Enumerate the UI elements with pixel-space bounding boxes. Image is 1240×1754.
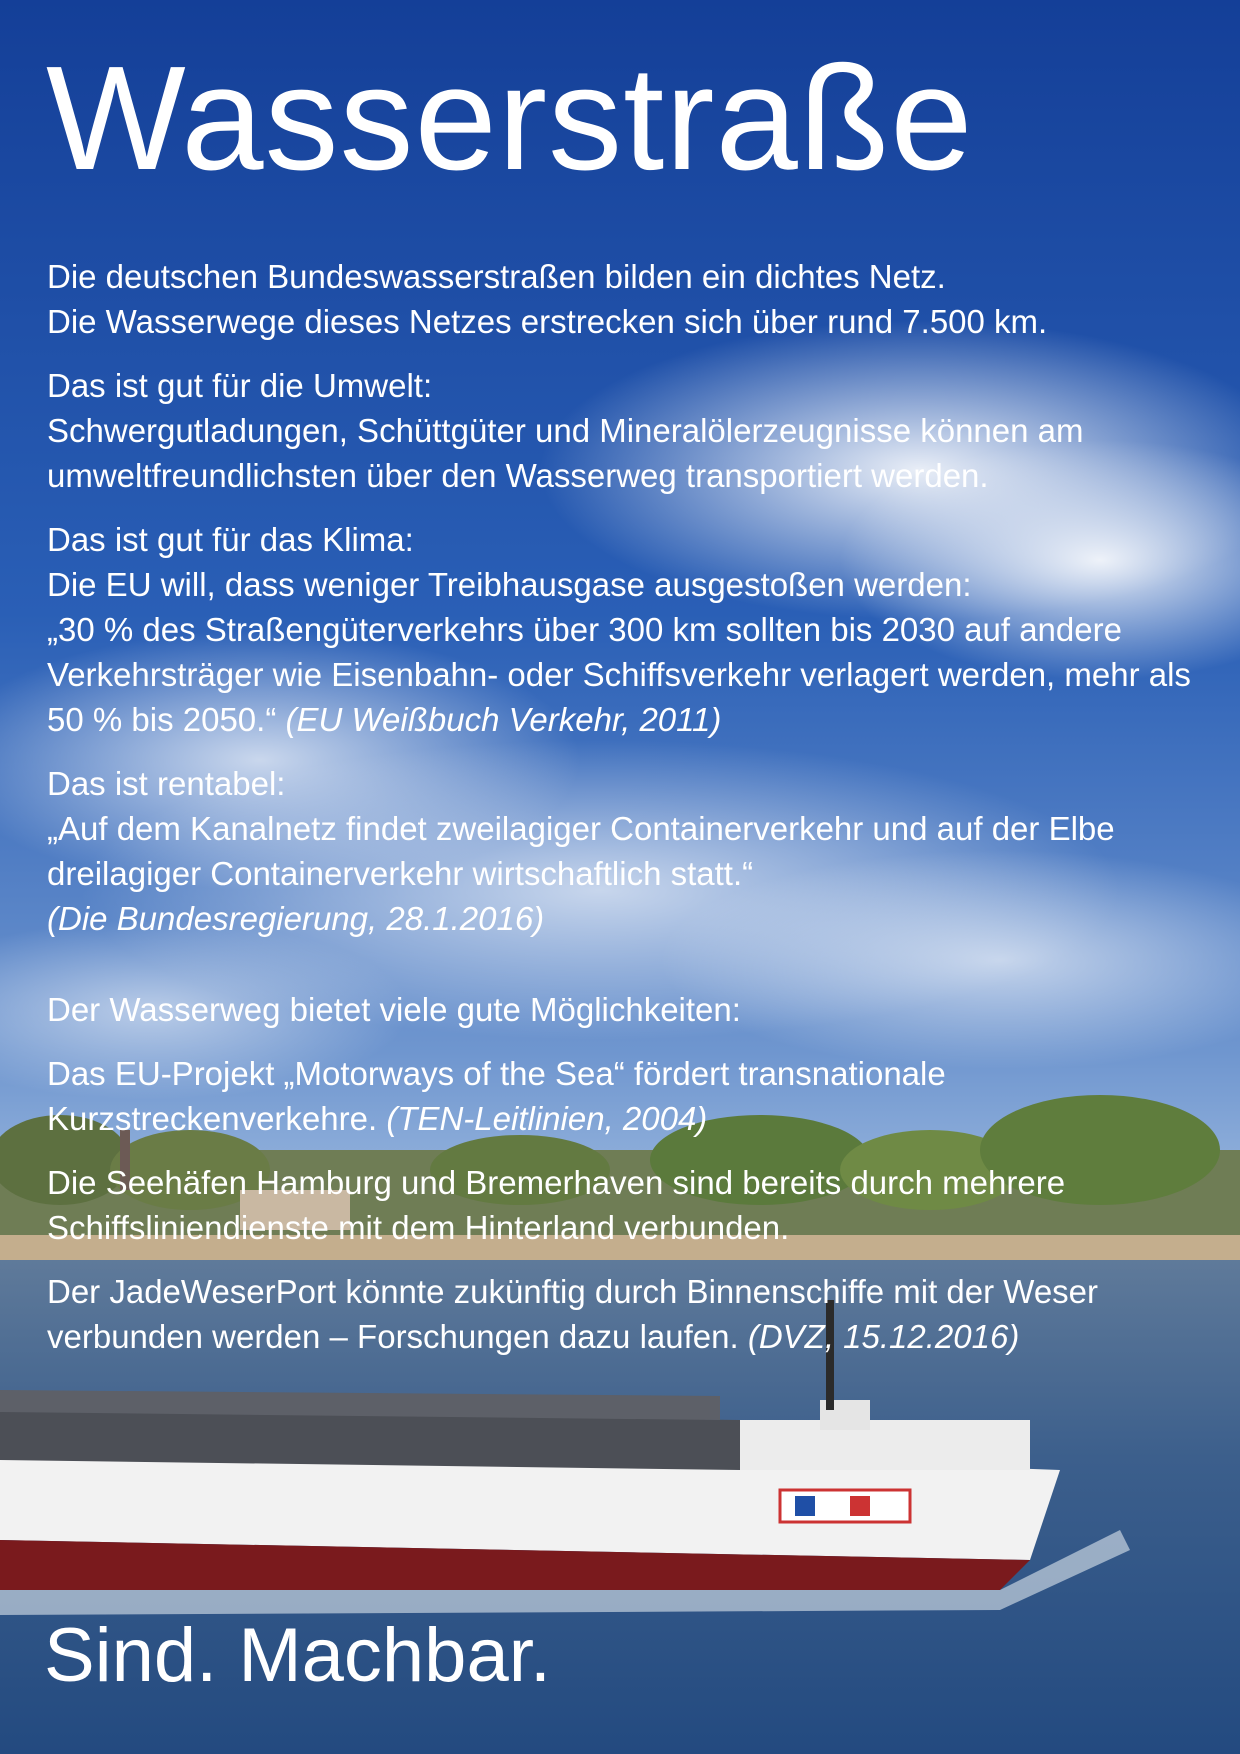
klima-source: (EU Weißbuch Verkehr, 2011)	[285, 701, 722, 738]
netz-line1: Die deutschen Bundeswasserstraßen bilden ein dichtes Netz.	[47, 258, 946, 295]
klima-heading: Das ist gut für das Klima:	[47, 521, 414, 558]
rentabel-source: (Die Bundesregierung, 28.1.2016)	[47, 900, 545, 937]
paragraph-netz	[47, 254, 1227, 344]
page-title: Wasserstraße	[46, 36, 974, 201]
umwelt-heading: Das ist gut für die Umwelt:	[47, 367, 433, 404]
umwelt-text: Schwergutladungen, Schüttgüter und Mineralölerzeugnisse können am umweltfreundlichsten über den Wasserweg transportiert werden.	[47, 412, 1084, 494]
motorways-text: Das EU-Projekt „Motorways of the Sea“ fördert transnationale Kurzstreckenverkehre.	[47, 1055, 946, 1137]
jadeweser-text: Der JadeWeserPort könnte zukünftig durch Binnenschiffe mit der Weser verbunden werden – Forschungen dazu laufen.	[47, 1273, 1099, 1355]
motorways-source: (TEN-Leitlinien, 2004)	[386, 1100, 708, 1137]
klima-quote: „30 % des Straßengüterverkehrs über 300 km sollten bis 2030 auf andere Verkehrsträger wie Eisenbahn- oder Schiffsverkehr verlagert werden, mehr als 50 % bis 2050.“	[47, 611, 1191, 738]
jadeweser-source: (DVZ, 15.12.2016)	[747, 1318, 1020, 1355]
klima-text: Die EU will, dass weniger Treibhausgase ausgestoßen werden:	[47, 566, 972, 603]
paragraph-jadeweser	[47, 1269, 1227, 1359]
moeglichkeiten-heading: Der Wasserweg bietet viele gute Möglichkeiten:	[47, 991, 741, 1028]
rentabel-heading: Das ist rentabel:	[47, 765, 286, 802]
paragraph-seehaefen	[47, 1160, 1227, 1250]
slogan: Sind. Machbar.	[44, 1613, 551, 1698]
rentabel-quote: „Auf dem Kanalnetz findet zweilagiger Containerverkehr und auf der Elbe dreilagiger Containerverkehr wirtschaftlich statt.“	[47, 810, 1115, 892]
paragraph-klima	[47, 517, 1227, 742]
paragraph-rentabel	[47, 761, 1227, 941]
paragraph-moeglichkeiten	[47, 987, 1227, 1032]
paragraph-umwelt	[47, 363, 1227, 498]
body-text	[47, 254, 1227, 1378]
seehaefen-text: Die Seehäfen Hamburg und Bremerhaven sind bereits durch mehrere Schiffsliniendienste mit dem Hinterland verbunden.	[47, 1164, 1066, 1246]
paragraph-motorways	[47, 1051, 1227, 1141]
netz-line2: Die Wasserwege dieses Netzes erstrecken sich über rund 7.500 km.	[47, 303, 1048, 340]
